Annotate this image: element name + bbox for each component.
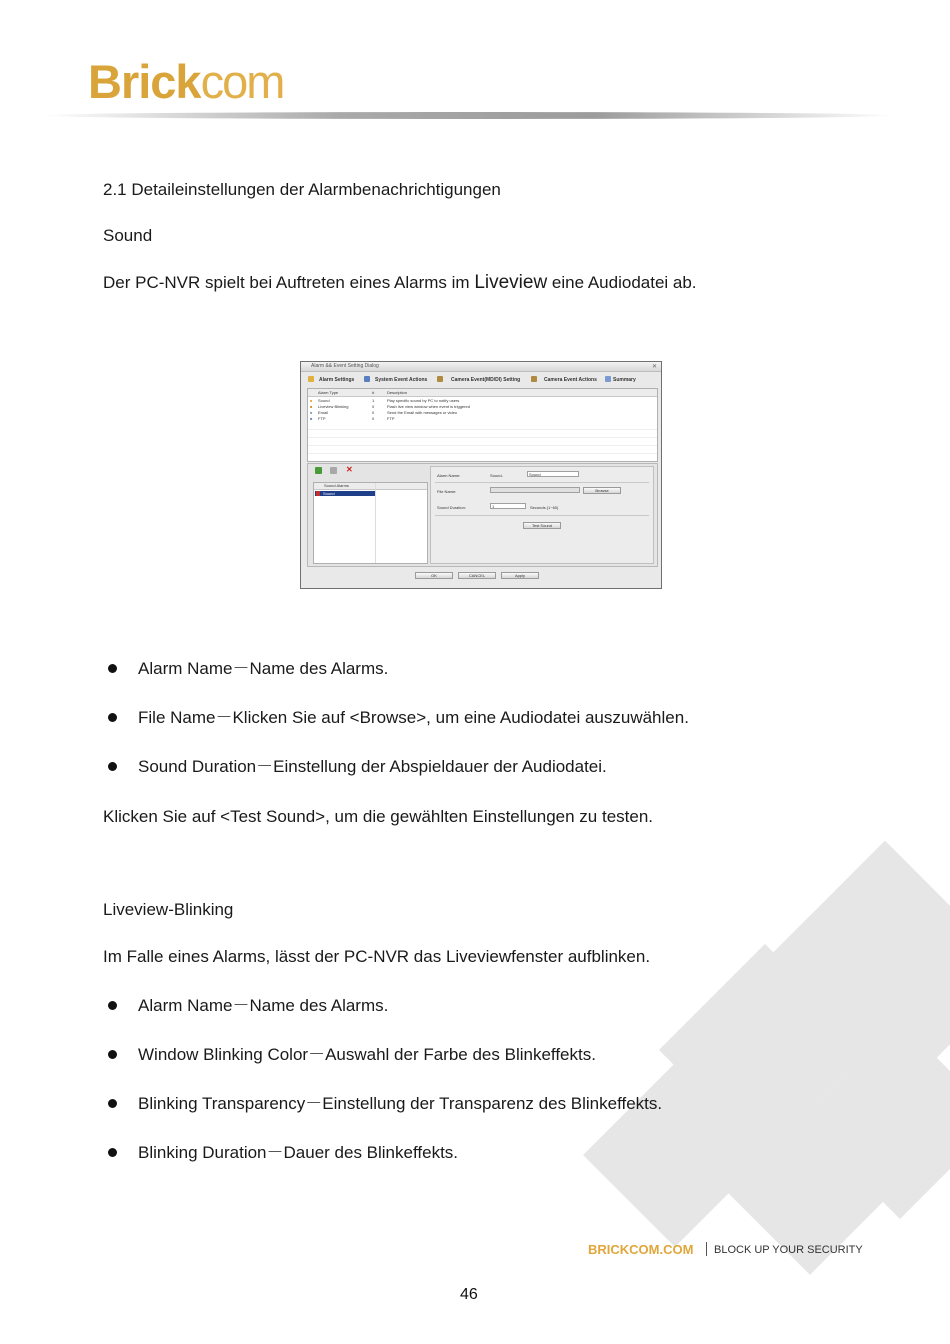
bullet-icon [108, 1099, 117, 1108]
alarm-settings-icon [308, 376, 314, 382]
sound-alarms-header-label: Sound Alarms [324, 483, 349, 488]
bullet-icon [108, 1050, 117, 1059]
tab-camera-event-actions[interactable]: Camera Event Actions [544, 377, 597, 383]
bullet-blinking-duration: Blinking Duration－Dauer des Blinkeffekts. [138, 1143, 459, 1162]
cell-alarm-type: Sound [318, 398, 330, 403]
blinking-heading: Liveview-Blinking [103, 900, 234, 919]
close-icon[interactable]: ✕ [651, 364, 657, 370]
sound-duration-input[interactable]: 1 [490, 503, 526, 509]
file-name-input[interactable] [490, 487, 580, 493]
bullet-blink-alarm-name: Alarm Name－Name des Alarms. [138, 996, 389, 1015]
delete-icon[interactable]: ✕ [346, 465, 353, 474]
tab-camera-event-setting[interactable]: Camera Event(MD/DI) Setting [451, 377, 521, 383]
divider [435, 482, 649, 483]
sound-icon: ■ [310, 398, 313, 403]
logo-brick-text: Brick [88, 55, 201, 108]
tab-system-event-actions[interactable]: System Event Actions [375, 377, 428, 383]
cell-count: 0 [372, 404, 375, 409]
add-icon[interactable] [315, 467, 322, 474]
cell-count: 0 [372, 410, 375, 415]
email-icon: ■ [310, 410, 313, 415]
tab-alarm-settings[interactable]: Alarm Settings [319, 377, 355, 383]
cell-count: 1 [372, 398, 375, 403]
footer-tagline: BLOCK UP YOUR SECURITY [714, 1244, 863, 1256]
test-sound-paragraph: Klicken Sie auf <Test Sound>, um die gewählten Einstellungen zu testen. [103, 807, 654, 826]
dialog-tabs [305, 375, 657, 385]
test-sound-button[interactable]: Test Sound [523, 522, 561, 529]
sound-intro-text: Der PC-NVR spielt bei Auftreten eines Alarms im [103, 273, 475, 292]
column-count: # [372, 390, 375, 395]
divider [435, 515, 649, 516]
apply-button[interactable]: Apply [501, 572, 539, 579]
liveview-term: Liveview [474, 272, 548, 293]
grid-line [308, 445, 657, 446]
camera-icon [437, 376, 443, 382]
page-number: 46 [460, 1286, 478, 1303]
sound-alarm-item-label: Sound [323, 491, 335, 496]
alarm-name-input[interactable]: Sound [527, 471, 579, 477]
cell-alarm-type: Liveview Blinking [318, 404, 349, 409]
blinking-intro: Im Falle eines Alarms, lässt der PC-NVR das Liveviewfenster aufblinken. [103, 947, 651, 966]
sound-intro-text-end: eine Audiodatei ab. [547, 273, 697, 292]
bullet-icon [108, 762, 117, 771]
camera-actions-icon [531, 376, 537, 382]
cell-description: Play specific sound by PC to notify users [387, 398, 460, 403]
alarm-settings-dialog-screenshot [300, 361, 662, 589]
list-item[interactable] [315, 491, 375, 496]
sound-alarms-list [313, 482, 428, 564]
logo-com-text: com [200, 55, 284, 108]
sound-duration-unit: Seconds (1~60) [530, 505, 559, 510]
cancel-button[interactable]: CANCEL [458, 572, 496, 579]
sound-alarm-config-area [307, 463, 658, 567]
cell-alarm-type: FTP [318, 416, 326, 421]
sound-heading: Sound [103, 226, 153, 245]
brickcom-logo [88, 55, 284, 108]
bullet-window-blinking-color: Window Blinking Color－Auswahl der Farbe des Blinkeffekts. [138, 1045, 596, 1064]
bullet-icon [108, 664, 117, 673]
grid-line [308, 429, 657, 430]
footer-brand: BRICKCOM.COM [588, 1242, 694, 1257]
sound-settings-panel [430, 466, 654, 564]
grid-line [308, 453, 657, 454]
bullet-blinking-transparency: Blinking Transparency－Einstellung der Transparenz des Blinkeffekts. [138, 1094, 663, 1113]
alarm-type-table [307, 388, 658, 462]
copy-icon[interactable] [330, 467, 337, 474]
sound-duration-label: Sound Duration: [437, 505, 466, 510]
browse-button[interactable]: Browse [583, 487, 621, 494]
bullet-icon [108, 1148, 117, 1157]
column-description: Description [387, 390, 408, 395]
column-divider [375, 483, 376, 563]
ftp-icon: ■ [310, 416, 313, 421]
bullet-icon [108, 713, 117, 722]
footer-separator [706, 1242, 707, 1256]
section-heading: 2.1 Detaileinstellungen der Alarmbenachrichtigungen [103, 180, 501, 199]
dialog-title-bar [301, 362, 661, 372]
summary-icon [605, 376, 611, 382]
alarm-icon [316, 491, 320, 496]
ok-button[interactable]: OK [415, 572, 453, 579]
liveview-icon: ■ [310, 404, 313, 409]
cell-alarm-type: Email [318, 410, 329, 415]
tab-summary[interactable]: Summary [613, 377, 636, 383]
cell-description: Flash live view window when event is triggered [387, 404, 470, 409]
column-alarm-type: Alarm Type [318, 390, 339, 395]
bullet-sound-duration: Sound Duration－Einstellung der Abspieldauer der Audiodatei. [138, 757, 607, 776]
cell-description: Send the Email with messages or video [387, 410, 458, 415]
system-event-icon [364, 376, 370, 382]
dialog-title: Alarm && Event Setting Dialog [311, 363, 379, 369]
bullet-file-name: File Name－Klicken Sie auf <Browse>, um eine Audiodatei auszuwählen. [138, 708, 689, 727]
sound-alarms-header [314, 483, 427, 490]
sound-intro [103, 273, 697, 293]
cell-description: FTP [387, 416, 395, 421]
grid-line [308, 437, 657, 438]
table-header [308, 389, 657, 397]
alarm-name-prefix: Sound- [490, 473, 503, 478]
header-divider [40, 112, 895, 119]
bullet-icon [108, 1001, 117, 1010]
alarm-name-label: Alarm Name: [437, 473, 461, 478]
bullet-alarm-name: Alarm Name－Name des Alarms. [138, 659, 389, 678]
file-name-label: File Name: [437, 489, 457, 494]
cell-count: 0 [372, 416, 375, 421]
